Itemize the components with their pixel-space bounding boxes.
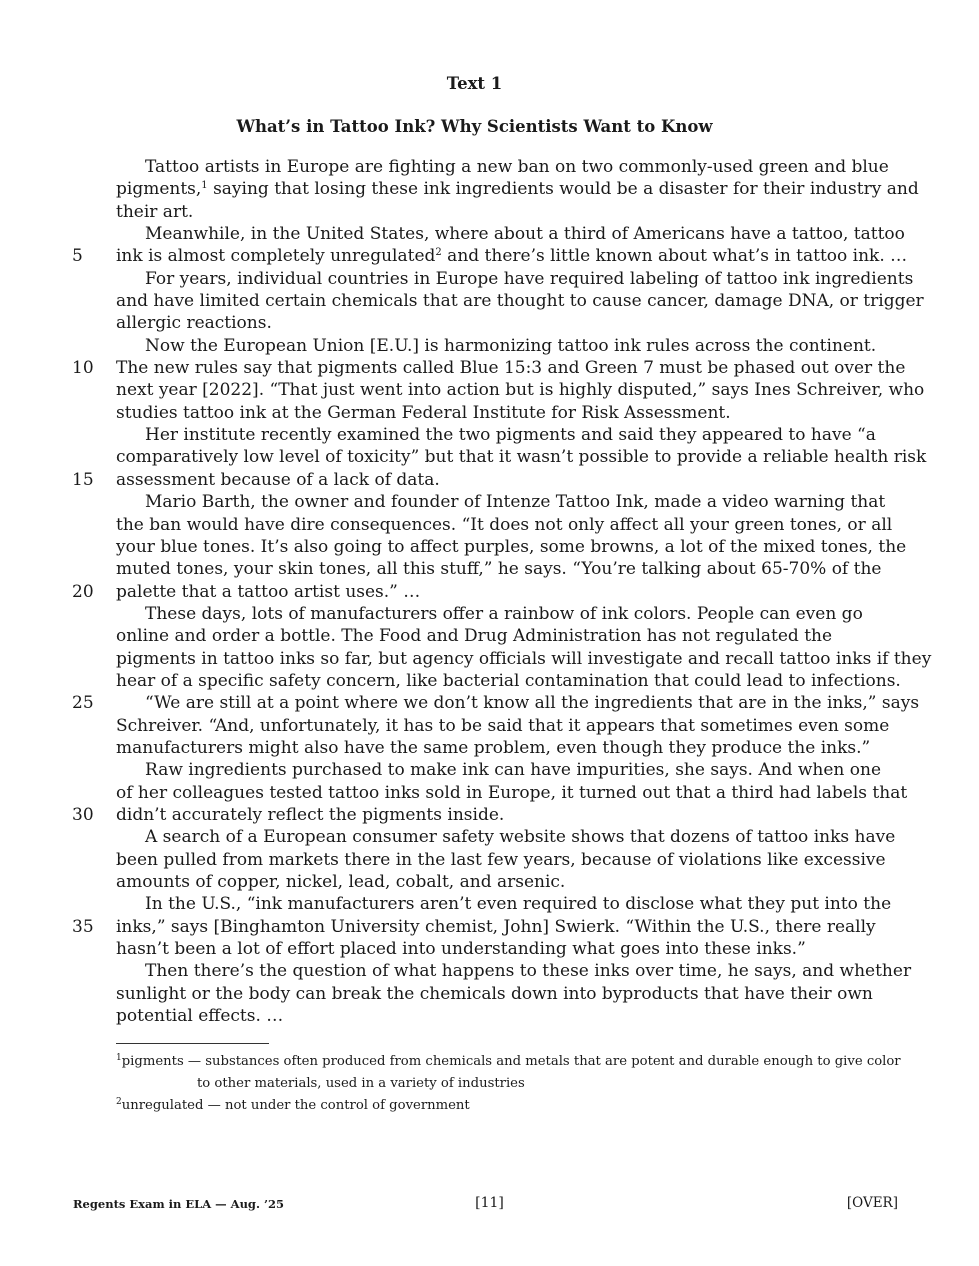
article-line	[116, 223, 905, 245]
line-text: pigments in tattoo inks so far, but agency officials will investigate and recall tattoo inks if they	[116, 648, 932, 669]
line-number: 30	[72, 804, 94, 825]
line-text: For years, individual countries in Europe have required labeling of tattoo ink ingredients	[145, 268, 914, 289]
line-text: inks,” says [Binghamton University chemist, John] Swierk. “Within the U.S., there really	[116, 916, 876, 937]
article-line	[116, 536, 907, 558]
footnotes	[116, 1051, 901, 1117]
article-line	[72, 581, 806, 603]
article-line	[116, 1005, 806, 1027]
line-text: Her institute recently examined the two pigments and said they appeared to have “a	[145, 425, 876, 446]
line-text: your blue tones. It’s also going to affect purples, some browns, a lot of the mixed tones, the	[116, 536, 907, 557]
line-text: the ban would have dire consequences. “It does not only affect all your green tones, or all	[116, 514, 893, 535]
line-number: 5	[72, 246, 83, 267]
line-text: online and order a bottle. The Food and Drug Administration has not regulated the	[116, 626, 833, 647]
line-text: their art.	[116, 201, 194, 222]
line-text: comparatively low level of toxicity” but that it wasn’t possible to provide a reliable health risk	[116, 447, 927, 468]
line-text: didn’t accurately reflect the pigments inside.	[116, 804, 505, 825]
article-line	[72, 804, 806, 826]
line-text: A search of a European consumer safety website shows that dozens of tattoo inks have	[145, 827, 896, 848]
line-text: Mario Barth, the owner and founder of Intenze Tattoo Ink, made a video warning that	[145, 492, 886, 513]
article-line	[116, 335, 877, 357]
article-line	[116, 290, 924, 312]
line-text: potential effects. …	[116, 1006, 284, 1027]
line-text: been pulled from markets there in the last few years, because of violations like excessive	[116, 849, 886, 870]
footnote-1	[116, 1051, 901, 1073]
article-line	[116, 715, 890, 737]
article-line	[72, 916, 876, 938]
article-line	[116, 625, 833, 647]
line-text: In the U.S., “ink manufacturers aren’t even required to disclose what they put into the	[145, 894, 892, 915]
line-text: next year [2022]. “That just went into action but is highly disputed,” says Ines Schreiver, who	[116, 380, 925, 401]
footer-over: [OVER]	[846, 1195, 898, 1211]
line-number: 10	[72, 358, 94, 379]
line-text: Meanwhile, in the United States, where about a third of Americans have a tattoo, tattoo	[145, 224, 905, 245]
article-line	[116, 201, 806, 223]
footer-page-number: [11]	[475, 1195, 504, 1211]
footnote-1-mark: 1	[116, 1053, 122, 1063]
line-text: Now the European Union [E.U.] is harmonizing tattoo ink rules across the continent.	[145, 335, 877, 356]
line-text: pigments,$^1$ saying that losing these ink ingredients would be a disaster for their industry and	[116, 179, 919, 200]
line-text: Raw ingredients purchased to make ink can have impurities, she says. And when one	[145, 760, 882, 781]
article-line	[116, 670, 901, 692]
article-line	[116, 402, 806, 424]
line-text: and have limited certain chemicals that are thought to cause cancer, damage DNA, or trigger	[116, 291, 924, 312]
line-text: ink is almost completely unregulated$^2$ and there’s little known about what’s in tattoo ink. …	[116, 246, 908, 267]
line-text: hear of a specific safety concern, like bacterial contamination that could lead to infections.	[116, 670, 901, 691]
footnote-2	[116, 1095, 816, 1117]
footnote-2-mark: 2	[116, 1097, 122, 1107]
article-line	[116, 424, 876, 446]
line-text: of her colleagues tested tattoo inks sold in Europe, it turned out that a third had labels that	[116, 782, 908, 803]
article-line	[72, 469, 806, 491]
footnote-1-text: pigments — substances often produced from chemicals and metals that are potent and durable enough to give color	[121, 1054, 901, 1069]
line-number: 20	[72, 581, 94, 602]
article-line	[116, 871, 806, 893]
article-line	[116, 737, 871, 759]
line-text: hasn’t been a lot of effort placed into understanding what goes into these inks.”	[116, 939, 806, 960]
line-text: studies tattoo ink at the German Federal Institute for Risk Assessment.	[116, 402, 731, 423]
article-line	[116, 893, 892, 915]
article-line	[116, 759, 882, 781]
line-text: allergic reactions.	[116, 313, 272, 334]
article-line	[116, 156, 889, 178]
article-line	[116, 603, 863, 625]
article-line	[116, 938, 806, 960]
footnote-marker: 1	[201, 180, 208, 192]
article-line	[116, 491, 886, 513]
line-text: The new rules say that pigments called Blue 15:3 and Green 7 must be phased out over the	[116, 358, 906, 379]
line-text: Schreiver. “And, unfortunately, it has to be said that it appears that sometimes even some	[116, 715, 890, 736]
line-number: 15	[72, 469, 94, 490]
article-line	[116, 178, 919, 200]
article-line	[116, 379, 925, 401]
line-text: palette that a tattoo artist uses.” …	[116, 581, 421, 602]
article-line	[116, 648, 932, 670]
line-text: assessment because of a lack of data.	[116, 469, 440, 490]
article-line	[116, 960, 912, 982]
footnote-2-text: unregulated — not under the control of government	[121, 1098, 470, 1113]
line-text: These days, lots of manufacturers offer a rainbow of ink colors. People can even go	[145, 603, 863, 624]
line-text: sunlight or the body can break the chemicals down into byproducts that have their own	[116, 983, 873, 1004]
text-label: Text 1	[446, 74, 503, 93]
article-line	[116, 782, 908, 804]
article-line	[116, 849, 886, 871]
article-line	[116, 312, 806, 334]
footnote-1-continuation: to other materials, used in a variety of industries	[197, 1076, 525, 1091]
article-line	[116, 514, 893, 536]
line-text: “We are still at a point where we don’t know all the ingredients that are in the inks,” says	[145, 693, 920, 714]
article-line	[116, 446, 927, 468]
line-text: Then there’s the question of what happens to these inks over time, he says, and whether	[145, 961, 912, 982]
line-text: muted tones, your skin tones, all this stuff,” he says. “You’re talking about 65-70% of the	[116, 559, 882, 580]
article-body	[72, 156, 932, 1027]
line-text: Tattoo artists in Europe are fighting a new ban on two commonly-used green and blue	[145, 157, 889, 177]
article-line	[72, 692, 920, 714]
article-line	[116, 558, 882, 580]
article-line	[72, 245, 908, 267]
line-number: 25	[72, 693, 94, 714]
article-line	[72, 357, 906, 379]
article-title: What’s in Tattoo Ink? Why Scientists Want to Know	[236, 117, 713, 136]
line-text: manufacturers might also have the same problem, even though they produce the inks.”	[116, 737, 871, 758]
footer-exam-name: Regents Exam in ELA — Aug. ’25	[73, 1197, 284, 1211]
article-line	[116, 826, 896, 848]
article-line	[116, 268, 914, 290]
article-line	[116, 983, 873, 1005]
line-number: 35	[72, 916, 94, 937]
line-text: amounts of copper, nickel, lead, cobalt, and arsenic.	[116, 872, 566, 892]
footnote-divider	[116, 1043, 269, 1044]
footnote-marker: 2	[435, 247, 442, 259]
